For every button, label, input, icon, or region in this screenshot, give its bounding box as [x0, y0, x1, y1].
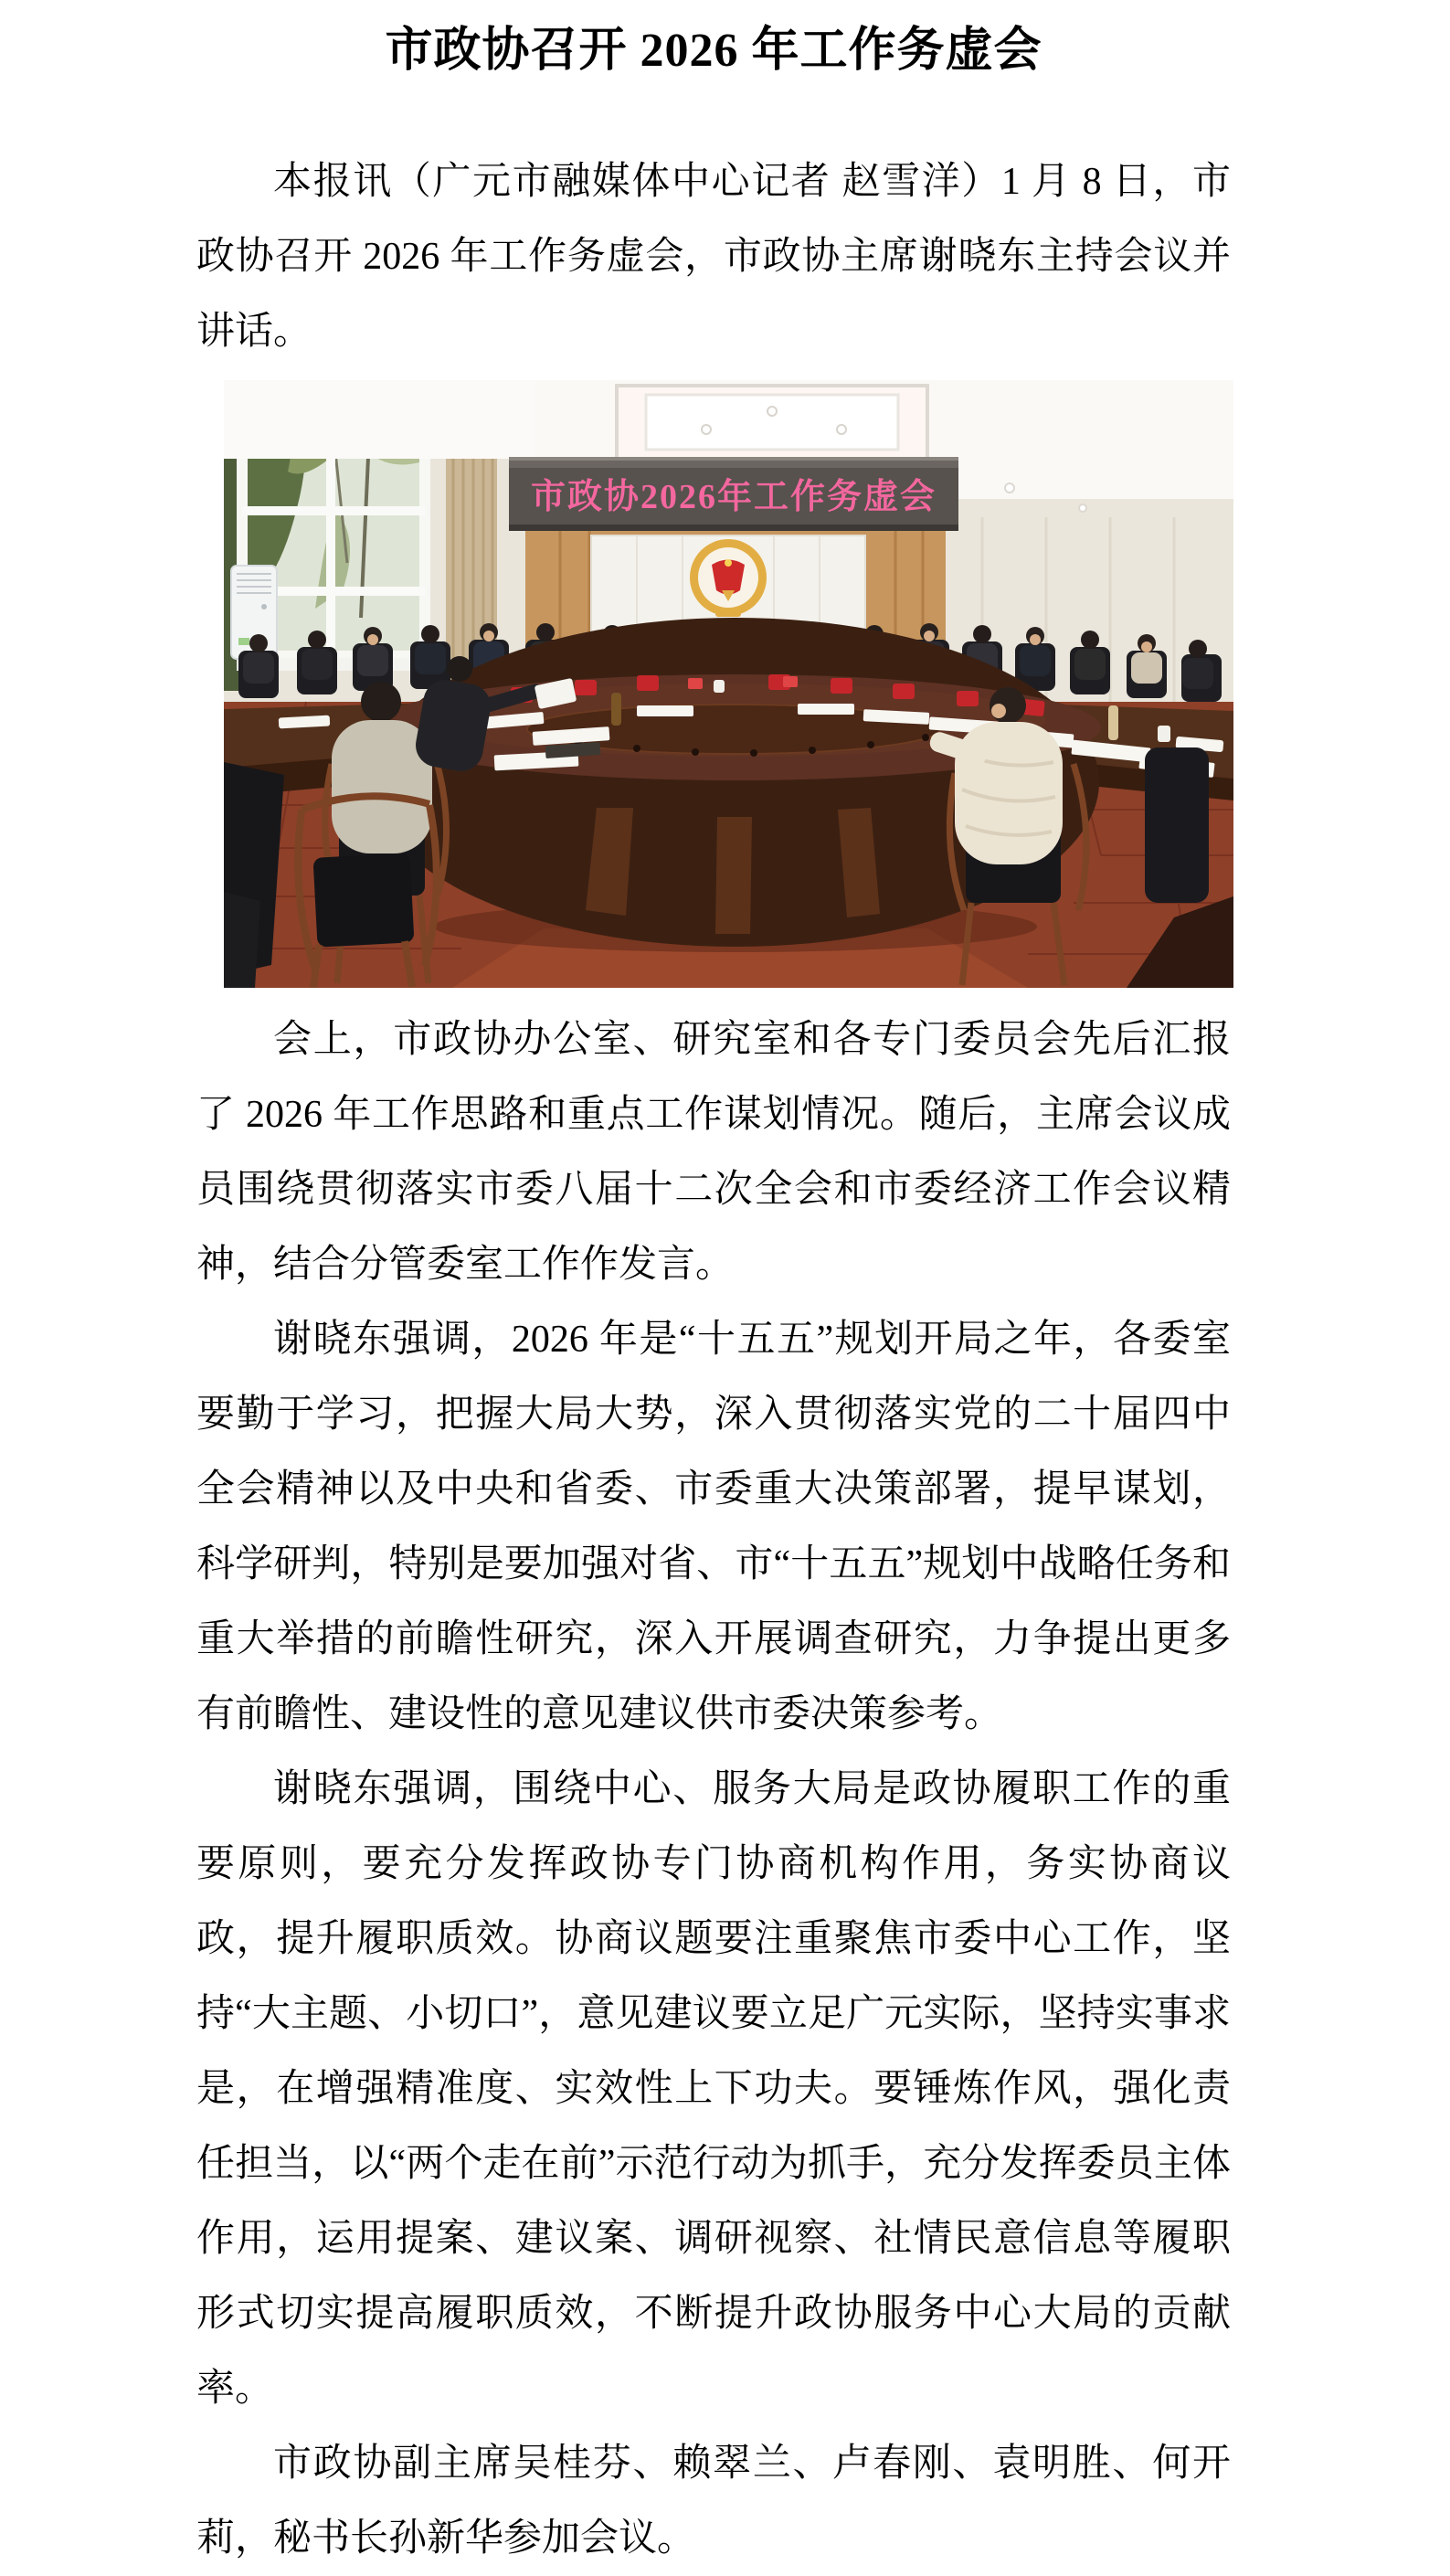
- meeting-photo-figure: [224, 380, 1233, 988]
- meeting-photo: [224, 380, 1233, 988]
- article-body-after-photo: [196, 1002, 1231, 2576]
- article-paragraph-4: 谢晓东强调，围绕中心、服务大局是政协履职工作的重要原则，要充分发挥政协专门协商机构作用，务实协商议政，提升履职质效。协商议题要注重聚焦市委中心工作，坚持“大主题、小切口”，意见建议要立足广元实际，坚持实事求是，在增强精准度、实效性上下功夫。要锤炼作风，强化责任担当，以“两个走在前”示范行动为抓手，充分发挥委员主体作用，运用提案、建议案、调研视察、社情民意信息等履职形式切实提高履职质效，不断提升政协服务中心大局的贡献率。: [196, 1768, 1231, 2410]
- photo-banner: [509, 457, 958, 531]
- article-title: 市政协召开 2026 年工作务虚会: [385, 25, 1043, 77]
- article-paragraph-5: 市政协副主席吴桂芬、赖翠兰、卢春刚、袁明胜、何开莉，秘书长孙新华参加会议。: [196, 2443, 1231, 2560]
- article-paragraph-2: 会上，市政协办公室、研究室和各专门委员会先后汇报了 2026 年工作思路和重点工作谋划情况。随后，主席会议成员围绕贯彻落实市委八届十二次全会和市委经济工作会议精神，结合分管委室工作作发言。: [196, 1019, 1231, 1286]
- article-paragraph-3: 谢晓东强调，2026 年是“十五五”规划开局之年，各委室要勤于学习，把握大局大势，深入贯彻落实党的二十届四中全会精神以及中央和省委、市委重大决策部署，提早谋划，科学研判，特别是要加强对省、市“十五五”规划中战略任务和重大举措的前瞻性研究，深入开展调查研究，力争提出更多有前瞻性、建设性的意见建议供市委决策参考。: [196, 1319, 1231, 1735]
- article-paragraph-1: 本报讯（广元市融媒体中心记者 赵雪洋）1 月 8 日，市政协召开 2026 年工作务虚会，市政协主席谢晓东主持会议并讲话。: [196, 161, 1231, 353]
- banner-text: 市政协2026年工作务虚会: [530, 478, 937, 516]
- article-content: [196, 0, 1231, 2576]
- article-body: [196, 144, 1231, 369]
